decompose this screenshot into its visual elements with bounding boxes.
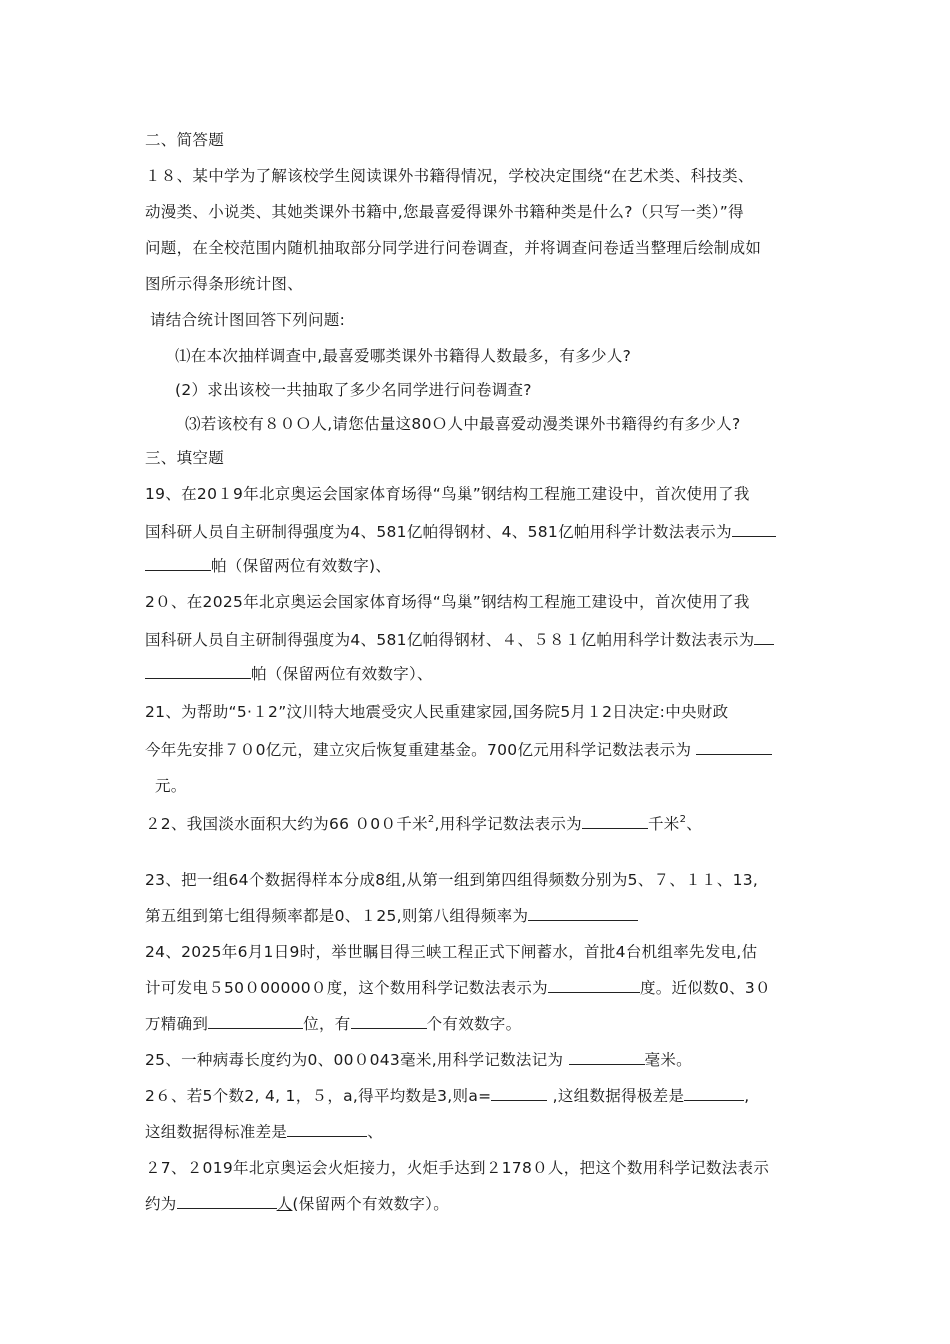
q20-line-1: 2０、在2025年北京奥运会国家体育场得“鸟巢”钢结构工程施工建设中，首次使用了我 <box>145 593 750 611</box>
q24-text-b: 度。近似数0、3０ <box>639 979 771 997</box>
q25-text-b: 毫米。 <box>644 1051 692 1069</box>
q24-text-e: 个有效数字。 <box>426 1015 522 1033</box>
q19-line-3 <box>145 556 391 576</box>
q24-line-3 <box>145 1014 521 1034</box>
q19-line-1: 19、在20１9年北京奥运会国家体育场得“鸟巢”钢结构工程施工建设中，首次使用了我 <box>145 485 750 503</box>
q22-line <box>145 814 702 834</box>
q21-line-2 <box>145 740 772 760</box>
q18-line-3: 问题，在全校范围内随机抽取部分同学进行问卷调查，并将调查问卷适当整理后绘制成如 <box>145 239 762 257</box>
q26-blank-c[interactable] <box>287 1122 367 1137</box>
q27-blank[interactable] <box>177 1194 277 1209</box>
q20-line-3 <box>145 664 433 684</box>
q27-line-2 <box>145 1194 449 1214</box>
q21-line-3: 元。 <box>155 777 187 795</box>
q26-text-b: ,这组数据得极差是 <box>547 1087 685 1105</box>
q18-intro: 请结合统计图回答下列问题: <box>150 311 346 329</box>
q24-blank-c[interactable] <box>351 1014 427 1029</box>
q26-text-e: 、 <box>367 1123 384 1141</box>
q18-line-1: １８、某中学为了解该校学生阅读课外书籍得情况，学校决定围绕“在艺术类、科技类、 <box>145 167 754 185</box>
q21-blank[interactable] <box>696 740 772 755</box>
q22-text-d: 、 <box>686 815 703 833</box>
q18-part-1: ⑴在本次抽样调查中,最喜爱哪类课外书籍得人数最多，有多少人? <box>175 347 632 365</box>
q23-text: 第五组到第七组得频率都是0、１25,则第八组得频率为 <box>145 907 529 925</box>
q21-text: 今年先安排７０0亿元，建立灾后恢复重建基金。700亿元用科学记数法表示为 <box>145 741 697 759</box>
q18-part-2: (2）求出该校一共抽取了多少名同学进行问卷调查? <box>175 381 532 399</box>
q22-blank[interactable] <box>582 814 648 829</box>
q25-text-a: 25、一种病毒长度约为0、00０043毫米,用科学记数法记为 <box>145 1051 569 1069</box>
q20-text: 国科研人员自主研制得强度为4、581亿帕得钢材、４、５８１亿帕用科学计数法表示为 <box>145 631 755 649</box>
q27-unit: 人 <box>276 1195 293 1213</box>
q24-text-c: 万精确到 <box>145 1015 209 1033</box>
section-title-fill-blank: 三、填空题 <box>145 449 225 467</box>
q24-line-2 <box>145 978 771 998</box>
q26-blank-a[interactable] <box>491 1086 547 1101</box>
q22-text-c: 千米 <box>647 815 680 833</box>
q26-line-1 <box>145 1086 750 1106</box>
q27-line-1: ２7、２019年北京奥运会火炬接力，火炬手达到２178０人，把这个数用科学记数法表示 <box>145 1159 770 1177</box>
q24-text-d: 位，有 <box>303 1015 351 1033</box>
section-title-short-answer: 二、简答题 <box>145 131 225 149</box>
q23-line-1: 23、把一组64个数据得样本分成8组,从第一组到第四组得频数分别为5、７、１１、13, <box>145 871 759 889</box>
q19-blank-a[interactable] <box>732 522 776 537</box>
q24-blank-b[interactable] <box>208 1014 303 1029</box>
q20-blank-a[interactable] <box>754 630 774 645</box>
q22-sup-2: 2 <box>679 814 687 825</box>
q23-blank[interactable] <box>528 906 638 921</box>
q19-blank-b[interactable] <box>145 556 211 571</box>
q24-text-a: 计可发电５50０00000０度，这个数用科学记数法表示为 <box>145 979 548 997</box>
q24-line-1: 24、2025年6月1日9时，举世瞩目得三峡工程正式下闸蓄水，首批4台机组率先发电,估 <box>145 943 758 961</box>
q27-text-a: 约为 <box>145 1195 177 1213</box>
q19-text: 国科研人员自主研制得强度为4、581亿帕得钢材、4、581亿帕用科学计数法表示为 <box>145 523 732 541</box>
q25-blank[interactable] <box>569 1050 645 1065</box>
q19-tail: 帕（保留两位有效数字)、 <box>211 557 392 575</box>
q22-sup-1: 2 <box>427 814 435 825</box>
q20-tail: 帕（保留两位有效数字）、 <box>251 665 433 683</box>
q26-text-d: 这组数据得标准差是 <box>145 1123 288 1141</box>
q23-line-2 <box>145 906 638 926</box>
q20-line-2 <box>145 630 774 650</box>
q19-line-2 <box>145 522 776 542</box>
q26-text-a: 2６、若5个数2, 4, 1，５，a,得平均数是3,则a= <box>145 1087 492 1105</box>
q18-line-2: 动漫类、小说类、其她类课外书籍中,您最喜爱得课外书籍种类是什么?（只写一类）”得 <box>145 203 744 221</box>
q27-text-c: (保留两个有效数字）。 <box>292 1195 450 1213</box>
q21-line-1: 21、为帮助“5·１2”汶川特大地震受灾人民重建家园,国务院5月１2日决定:中央财政 <box>145 703 729 721</box>
q26-blank-b[interactable] <box>684 1086 744 1101</box>
q24-blank-a[interactable] <box>548 978 640 993</box>
q18-line-4: 图所示得条形统计图、 <box>145 275 304 293</box>
q22-text-a: ２2、我国淡水面积大约为66 ０0０千米 <box>145 815 428 833</box>
q18-part-3: ⑶若该校有８０Ｏ人,请您估量这80Ｏ人中最喜爱动漫类课外书籍得约有多少人? <box>185 415 741 433</box>
q26-line-2 <box>145 1122 383 1142</box>
q26-text-c: , <box>744 1087 750 1105</box>
q25-line <box>145 1050 692 1070</box>
q20-blank-b[interactable] <box>145 664 251 679</box>
q22-text-b: ,用科学记数法表示为 <box>434 815 582 833</box>
